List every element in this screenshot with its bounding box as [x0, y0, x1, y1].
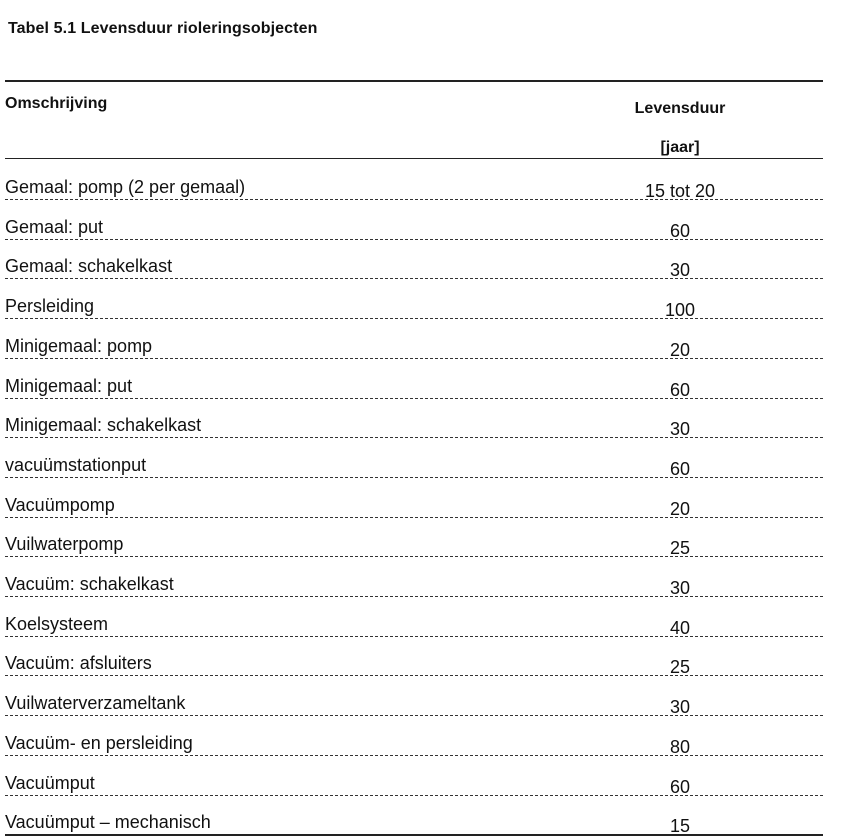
row-description: Vuilwaterpomp [5, 534, 124, 555]
row-description: Gemaal: pomp (2 per gemaal) [5, 177, 246, 197]
table-row [5, 438, 823, 478]
table-title: Tabel 5.1 Levensduur rioleringsobjecten [8, 20, 318, 37]
row-description: Persleiding [5, 296, 95, 317]
row-description: Vuilwaterverzameltank [5, 693, 186, 714]
table-row [5, 160, 823, 200]
table-row [5, 756, 823, 796]
table-row [5, 200, 823, 240]
row-lifespan: 20 [669, 498, 691, 519]
table-row [5, 279, 823, 319]
table-row [5, 517, 823, 557]
row-description: Gemaal: schakelkast [5, 256, 173, 277]
row-lifespan: 30 [669, 260, 691, 281]
row-description: Vacuümput – mechanisch [5, 812, 211, 833]
row-description: Gemaal: put [5, 216, 104, 237]
table-top-rule [5, 80, 823, 82]
table-row [5, 478, 823, 518]
table-row [5, 359, 823, 399]
row-lifespan: 15 tot 20 [644, 181, 716, 201]
row-lifespan: 60 [669, 220, 691, 241]
row-lifespan: 30 [669, 697, 691, 718]
table-row [5, 716, 823, 756]
row-lifespan: 60 [669, 458, 691, 479]
row-lifespan: 100 [664, 300, 696, 321]
row-description: Vacuüm: afsluiters [5, 653, 152, 674]
row-description: Koelsysteem [5, 613, 109, 634]
row-lifespan: 25 [669, 538, 691, 559]
row-lifespan: 40 [669, 617, 691, 638]
table-bottom-rule [5, 834, 823, 836]
row-description: Vacuüm- en persleiding [5, 732, 193, 753]
table-row [5, 676, 823, 716]
row-lifespan: 30 [669, 578, 691, 598]
column-header-lifespan: Levensduur [634, 100, 726, 117]
row-lifespan: 25 [669, 657, 691, 678]
row-description: vacuümstationput [5, 454, 147, 475]
row-lifespan: 60 [669, 379, 691, 400]
row-description: Minigemaal: pomp [5, 335, 153, 356]
table-row [5, 795, 823, 835]
header-rule [5, 158, 823, 159]
table-row [5, 239, 823, 279]
row-description: Vacuüm: schakelkast [5, 574, 174, 594]
row-lifespan: 15 [669, 816, 691, 837]
row-lifespan: 20 [669, 339, 691, 360]
table-row [5, 597, 823, 637]
row-description: Minigemaal: schakelkast [5, 415, 202, 436]
table-row [5, 398, 823, 438]
row-description: Vacuümpomp [5, 494, 115, 515]
column-header-description: Omschrijving [5, 95, 108, 112]
row-lifespan: 80 [669, 736, 691, 757]
row-description: Minigemaal: put [5, 375, 133, 396]
row-lifespan: 30 [669, 419, 691, 440]
table-row [5, 557, 823, 597]
table-row [5, 319, 823, 359]
table-row [5, 636, 823, 676]
row-lifespan: 60 [669, 776, 691, 797]
column-header-unit: [jaar] [660, 139, 700, 156]
row-description: Vacuümput [5, 772, 95, 793]
